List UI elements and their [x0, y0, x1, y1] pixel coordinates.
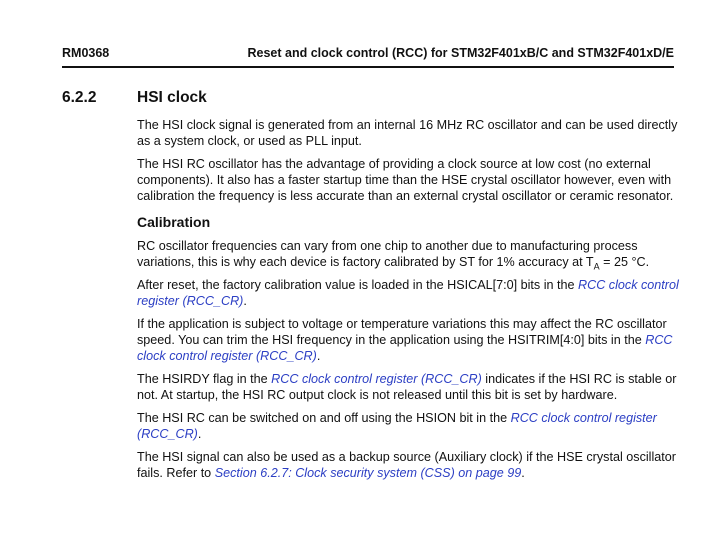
- text-run: .: [316, 349, 321, 363]
- text-run: .: [521, 466, 525, 480]
- link-section-6-2-7[interactable]: Section 6.2.7: Clock security system (CSS) on page 99: [214, 466, 522, 480]
- paragraph-hsi-advantage: The HSI RC oscillator has the advantage of providing a clock source at low cost (no external components). It also has a faster startup time than the HSE crystal oscillator however, even with calibration the frequency is less accurate than an external crystal oscillator or ceramic resonator.: [137, 157, 674, 203]
- text-run: indicates if the HSI RC is stable or not. At startup, the HSI RC output clock is not released until this bit is set by hardware.: [137, 372, 677, 402]
- header-rule: [62, 66, 674, 68]
- paragraph-calibration-accuracy: [137, 238, 682, 270]
- link-rcc-cr[interactable]: RCC clock control register (RCC_CR): [137, 333, 673, 363]
- text-run: = 25 °C.: [603, 255, 650, 269]
- text-run: After reset, the factory calibration value is loaded in the HSICAL[7:0] bits in the: [137, 278, 579, 292]
- text-run: The HSI RC can be switched on and off using the HSION bit in the: [137, 411, 511, 425]
- subsection-heading-calibration: Calibration: [137, 214, 211, 230]
- subscript-a: A: [593, 261, 600, 272]
- text-run: RC oscillator frequencies can vary from one chip to another due to manufacturing process variations, this is why each device is factory calibrated by ST for 1% accuracy at T: [137, 239, 638, 269]
- paragraph-hsi-intro: The HSI clock signal is generated from an internal 16 MHz RC oscillator and can be used directly as a system clock, or used as PLL input.: [137, 118, 678, 148]
- text-run: .: [197, 427, 202, 441]
- running-header-title: Reset and clock control (RCC) for STM32F401xB/C and STM32F401xD/E: [247, 46, 674, 60]
- link-rcc-cr[interactable]: RCC clock control register (RCC_CR): [137, 278, 679, 308]
- link-rcc-cr[interactable]: RCC clock control register (RCC_CR): [137, 411, 657, 441]
- link-rcc-cr[interactable]: RCC clock control register (RCC_CR): [271, 372, 482, 386]
- paragraph-calibration-trim: [137, 316, 682, 364]
- paragraph-calibration-hsion: [137, 410, 682, 442]
- paragraph-calibration-reset: [137, 277, 682, 309]
- section-title: HSI clock: [137, 89, 207, 106]
- text-run: .: [243, 294, 247, 308]
- body-column: [137, 117, 682, 488]
- document-id: RM0368: [62, 46, 110, 60]
- paragraph-calibration-hsirdy: [137, 371, 682, 403]
- text-run: The HSI signal can also be used as a backup source (Auxiliary clock) if the HSE crystal oscillator fails. Refer to: [137, 450, 676, 480]
- section-number: 6.2.2: [62, 89, 97, 106]
- text-run: The HSIRDY flag in the: [137, 372, 272, 386]
- paragraph-calibration-backup: [137, 449, 682, 481]
- text-run: If the application is subject to voltage or temperature variations this may affect the RC oscillator speed. You can trim the HSI frequency in the application using the HSITRIM[4:0] bits in the: [137, 317, 667, 347]
